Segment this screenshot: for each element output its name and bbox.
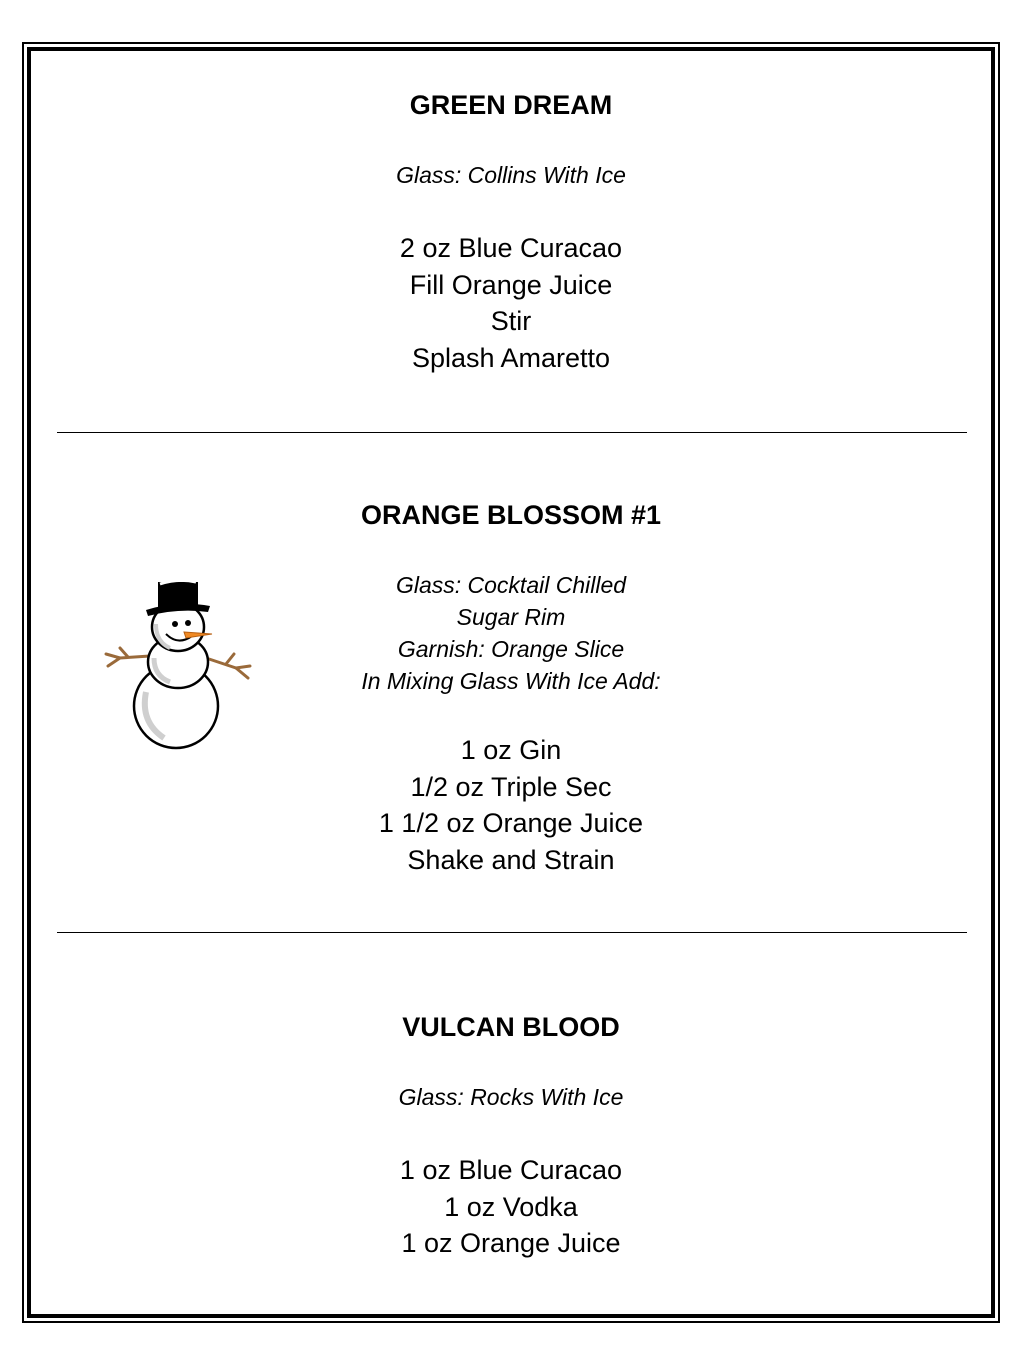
snowman-eye bbox=[172, 621, 178, 627]
ingredient-line: 1 1/2 oz Orange Juice bbox=[378, 808, 644, 838]
ingredient-line: 1 oz Vodka bbox=[444, 1191, 578, 1222]
ingredient-line: 1 oz Orange Juice bbox=[401, 1228, 621, 1258]
snowman-eye bbox=[185, 620, 191, 626]
section-divider bbox=[57, 932, 967, 933]
ingredient-line: 2 oz Blue Curacao bbox=[399, 233, 623, 263]
ingredient-line: 1 oz Blue Curacao bbox=[399, 1155, 623, 1185]
recipe-instruction: In Mixing Glass With Ice Add: bbox=[361, 668, 661, 694]
recipe-glass: Glass: Collins With Ice bbox=[396, 162, 626, 188]
ingredient-line: Fill Orange Juice bbox=[409, 269, 613, 300]
top-hat-icon bbox=[146, 580, 210, 616]
ingredient-line: Splash Amaretto bbox=[411, 342, 611, 373]
recipe-garnish: Garnish: Orange Slice bbox=[397, 636, 625, 662]
recipe-title: VULCAN BLOOD bbox=[402, 1012, 620, 1042]
recipe-rim: Sugar Rim bbox=[456, 604, 566, 630]
ingredient-line: Stir bbox=[490, 306, 532, 336]
recipe-title: GREEN DREAM bbox=[409, 90, 613, 120]
ingredient-line: Shake and Strain bbox=[407, 844, 615, 875]
ingredient-line: 1/2 oz Triple Sec bbox=[410, 771, 612, 802]
ingredient-line: 1 oz Gin bbox=[460, 735, 562, 765]
recipe-vulcan-blood bbox=[27, 1011, 995, 1262]
recipe-title: ORANGE BLOSSOM #1 bbox=[360, 500, 662, 530]
recipe-glass: Glass: Rocks With Ice bbox=[398, 1084, 624, 1110]
section-divider bbox=[57, 432, 967, 433]
recipe-green-dream bbox=[27, 89, 995, 376]
recipe-glass: Glass: Cocktail Chilled bbox=[395, 572, 627, 598]
snowman-illustration bbox=[98, 572, 258, 754]
